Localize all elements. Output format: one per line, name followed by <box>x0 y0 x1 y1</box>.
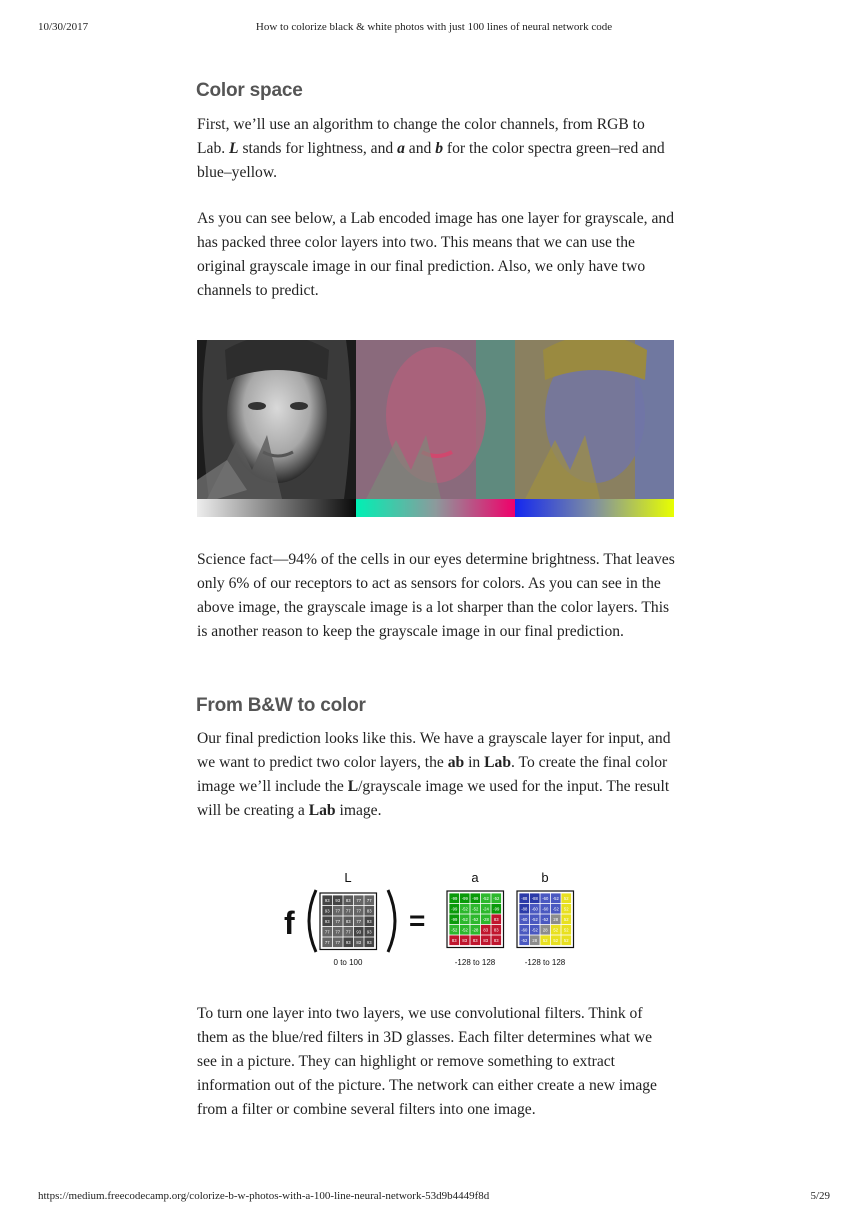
matrix-cell-value: 77 <box>366 897 372 903</box>
matrix-cell-value: 52 <box>563 895 569 901</box>
matrix-cell-value: -52 <box>493 895 500 901</box>
matrix-cell-value: -52 <box>461 906 468 912</box>
matrix-cell-value: 77 <box>324 939 330 945</box>
matrix-cell-value: -99 <box>472 895 479 901</box>
matrix-cell-value: -60 <box>542 906 549 912</box>
matrix-cell-value: -52 <box>451 927 458 933</box>
matrix-cell-value: 83 <box>483 927 489 933</box>
matrix-cell-value: -52 <box>552 906 559 912</box>
matrix-cell-value: 93 <box>335 897 341 903</box>
matrix-cell-value: 77 <box>335 918 341 924</box>
matrix-cell-value: 83 <box>345 897 351 903</box>
matrix-cell-value: 83 <box>472 937 478 943</box>
matrix-cell-value: -24 <box>482 906 489 912</box>
matrix-cell-value: -52 <box>461 927 468 933</box>
matrix-cell-value: -99 <box>451 916 458 922</box>
matrix-cell-value: 52 <box>563 906 569 912</box>
b-gradient-bar <box>515 499 674 517</box>
b-range-label: -128 to 128 <box>524 958 566 967</box>
matrix-cell-value: 77 <box>345 929 351 935</box>
b-matrix-label: b <box>541 870 549 885</box>
matrix-cell-value: 28 <box>532 937 538 943</box>
a-channel-image <box>356 340 515 499</box>
matrix-cell-value: 93 <box>366 918 372 924</box>
l-matrix-label: L <box>344 870 352 885</box>
a-gradient-bar <box>356 499 515 517</box>
matrix-cell-value: 83 <box>493 927 499 933</box>
a-matrix <box>447 891 504 948</box>
matrix-cell-value: 77 <box>335 939 341 945</box>
matrix-cell-value: -88 <box>531 895 538 901</box>
equals-sign: = <box>409 905 426 936</box>
matrix-cell-value: 52 <box>563 937 569 943</box>
matrix-cell-value: 83 <box>483 937 489 943</box>
matrix-cell-value: 52 <box>542 937 548 943</box>
matrix-cell-value: -28 <box>472 927 479 933</box>
matrix-cell-value: -52 <box>472 906 479 912</box>
matrix-cell-value: 83 <box>451 937 457 943</box>
matrix-cell-value: 83 <box>493 916 499 922</box>
matrix-cell-value: 52 <box>563 927 569 933</box>
matrix-cell-value: -52 <box>531 927 538 933</box>
matrix-cell-value: -52 <box>552 895 559 901</box>
right-paren <box>388 890 395 952</box>
lightness-channel-image <box>197 340 356 499</box>
paragraph-rgb-to-lab: First, we’ll use an algorithm to change the color channels, from RGB to Lab. L stands for lightness, and a and b for the color spectra green–red and blue–yellow. <box>197 116 665 181</box>
matrix-cell-value: 28 <box>553 916 559 922</box>
matrix-cell-value: -52 <box>482 895 489 901</box>
matrix-cell-value: -60 <box>542 895 549 901</box>
b-matrix <box>517 891 574 948</box>
lab-prediction-diagram <box>280 860 590 972</box>
matrix-cell-value: 83 <box>345 918 351 924</box>
matrix-cell-value: 83 <box>493 937 499 943</box>
matrix-cell-value: -52 <box>521 937 528 943</box>
matrix-cell-value: 93 <box>324 918 330 924</box>
matrix-cell-value: -99 <box>493 906 500 912</box>
matrix-cell-value: -88 <box>521 895 528 901</box>
lab-channels-figure <box>197 340 674 518</box>
print-url: https://medium.freecodecamp.org/colorize-b-w-photos-with-a-100-line-neural-network-53d9b4449f8d <box>38 1190 490 1202</box>
matrix-cell-value: 93 <box>324 897 330 903</box>
matrix-cell-value: 93 <box>345 939 351 945</box>
matrix-cell-value: -99 <box>451 895 458 901</box>
matrix-cell-value: 77 <box>356 908 362 914</box>
paragraph-convolutional-filters: To turn one layer into two layers, we use convolutional filters. Think of them as the blue/red filters in 3D glasses. Each filter determines what we see in a picture. They can highlight or remove something to extract information out of the picture. The network can either create a new image from a filter or combine several filters into one image. <box>197 1005 657 1118</box>
matrix-cell-value: 77 <box>324 929 330 935</box>
print-title: How to colorize black & white photos with just 100 lines of neural network code <box>255 21 613 33</box>
matrix-cell-value: -60 <box>521 927 528 933</box>
matrix-cell-value: 52 <box>553 937 559 943</box>
function-f-label: f <box>284 905 295 941</box>
matrix-cell-value: 52 <box>563 916 569 922</box>
matrix-cell-value: -99 <box>451 906 458 912</box>
l-matrix <box>320 893 377 950</box>
matrix-cell-value: 77 <box>335 908 341 914</box>
print-date: 10/30/2017 <box>38 21 89 33</box>
paragraph-lab-layers: As you can see below, a Lab encoded image has one layer for grayscale, and has packed three color layers into two. This means that we can use the original grayscale image in our final prediction. Also, we only have two channels to predict. <box>197 210 674 299</box>
matrix-cell-value: -99 <box>461 895 468 901</box>
matrix-cell-value: 77 <box>356 918 362 924</box>
b-channel-image <box>515 340 674 499</box>
matrix-cell-value: -52 <box>542 916 549 922</box>
matrix-cell-value: 93 <box>324 908 330 914</box>
matrix-cell-value: 93 <box>366 929 372 935</box>
paragraph-science-fact: Science fact—94% of the cells in our eyes determine brightness. That leaves only 6% of our receptors to act as sensors for colors. As you can see in the above image, the grayscale image is a lot sharper than the color layers. This is another reason to keep the grayscale image in our final prediction. <box>197 551 675 640</box>
a-range-label: -128 to 128 <box>454 958 496 967</box>
matrix-cell-value: -60 <box>531 906 538 912</box>
matrix-cell-value: 83 <box>462 937 468 943</box>
page-number: 5/29 <box>810 1190 830 1202</box>
matrix-cell-value: 93 <box>366 939 372 945</box>
matrix-cell-value: 83 <box>356 939 362 945</box>
l-range-label: 0 to 100 <box>333 958 363 967</box>
matrix-cell-value: 93 <box>356 929 362 935</box>
lightness-gradient-bar <box>197 499 356 517</box>
matrix-cell-value: -60 <box>521 916 528 922</box>
matrix-cell-value: 52 <box>553 927 559 933</box>
heading-color-space: Color space <box>196 80 303 101</box>
matrix-cell-value: -52 <box>461 916 468 922</box>
matrix-cell-value: -52 <box>472 916 479 922</box>
matrix-cell-value: 83 <box>366 908 372 914</box>
a-matrix-label: a <box>471 870 479 885</box>
matrix-cell-value: -28 <box>482 916 489 922</box>
matrix-cell-value: -52 <box>531 916 538 922</box>
matrix-cell-value: 77 <box>345 908 351 914</box>
paragraph-final-prediction: Our final prediction looks like this. We have a grayscale layer for input, and we want to predict two color layers, the ab in Lab. To create the final color image we’ll include the L/grayscale image we used for the input. The result will be creating a Lab image. <box>197 730 671 819</box>
matrix-cell-value: -88 <box>521 906 528 912</box>
left-paren <box>309 890 316 952</box>
matrix-cell-value: 77 <box>356 897 362 903</box>
matrix-cell-value: 77 <box>335 929 341 935</box>
matrix-cell-value: 28 <box>542 927 548 933</box>
heading-bw-to-color: From B&W to color <box>196 695 366 716</box>
